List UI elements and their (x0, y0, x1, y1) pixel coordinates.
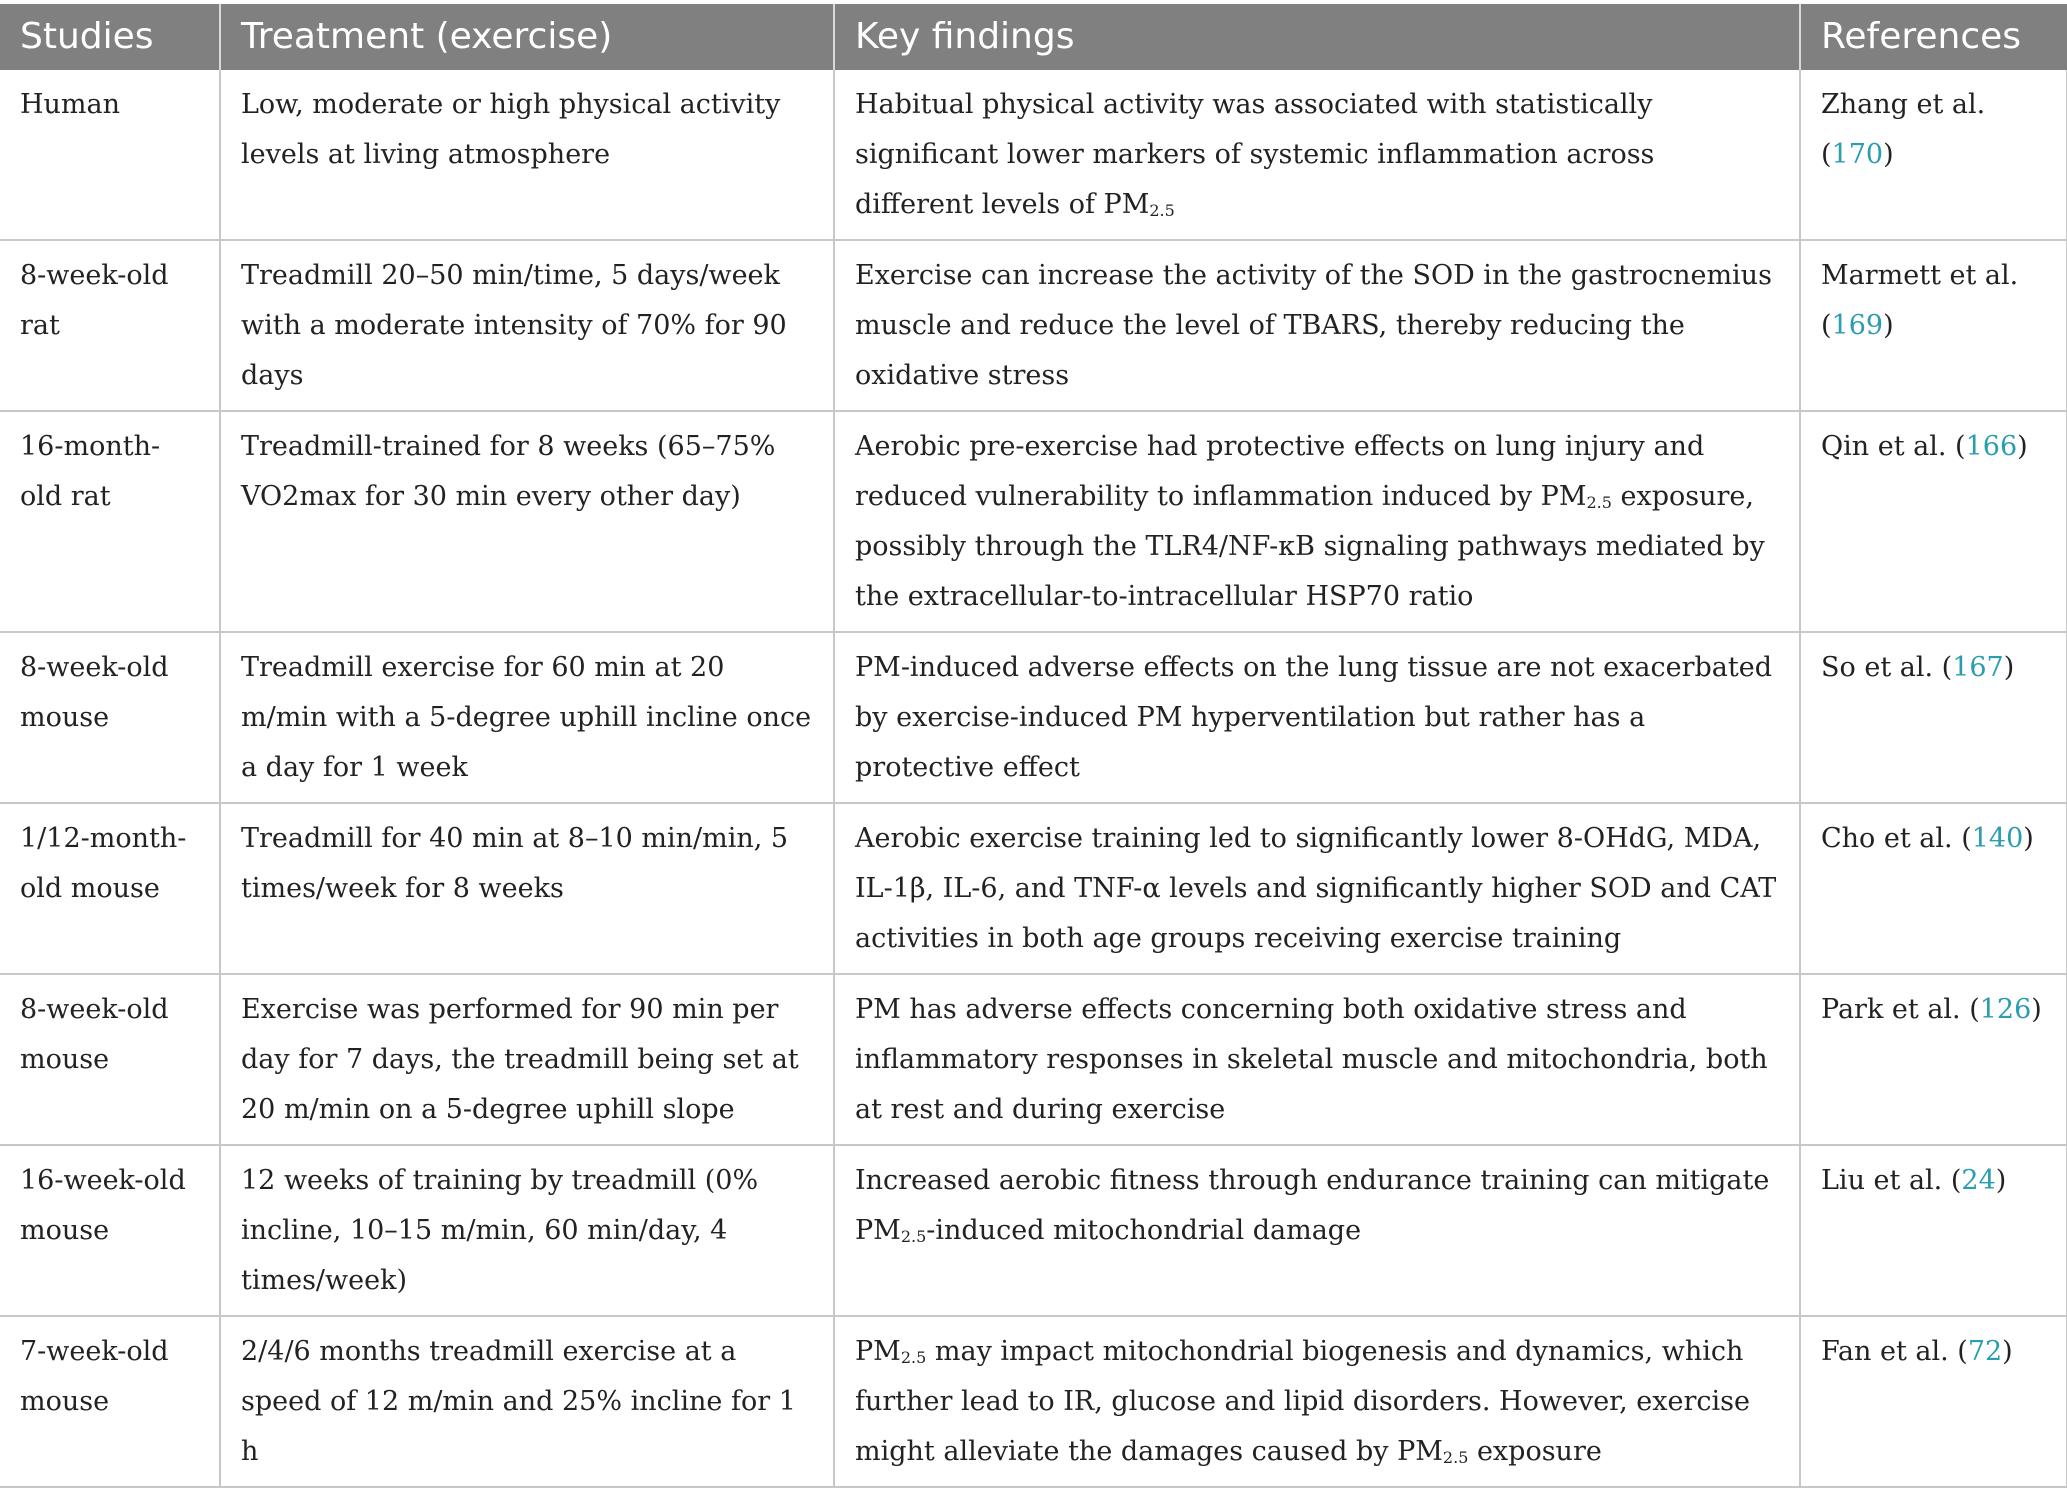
study-cell: 16-week-old mouse (0, 1145, 220, 1316)
key-findings-cell (834, 632, 1800, 803)
reference-cell (1800, 632, 2067, 803)
reference-link[interactable]: 126 (1979, 994, 2032, 1025)
key-findings-cell (834, 240, 1800, 411)
study-cell: 8-week-old mouse (0, 974, 220, 1145)
reference-link[interactable]: 167 (1952, 652, 2004, 683)
study-cell: 8-week-old mouse (0, 632, 220, 803)
treatment-cell: Treadmill 20–50 min/time, 5 days/week with a moderate intensity of 70% for 90 days (220, 240, 834, 411)
treatment-cell: Treadmill-trained for 8 weeks (65–75% VO2max for 30 min every other day) (220, 411, 834, 632)
reference-cell (1800, 803, 2067, 974)
findings-text: Increased aerobic fitness through endurance training can mitigate PM (855, 1165, 1770, 1246)
treatment-cell: Treadmill for 40 min at 8–10 min/min, 5 times/week for 8 weeks (220, 803, 834, 974)
key-findings-cell (834, 70, 1800, 240)
findings-text: Aerobic pre-exercise had protective effects on lung injury and reduced vulnerability to inflammation induced by PM (855, 431, 1705, 512)
reference-link[interactable]: 72 (1967, 1336, 2003, 1367)
subscript-text: 2.5 (1442, 1448, 1469, 1467)
reference-close-paren: ) (1883, 310, 1894, 341)
reference-close-paren: ) (2031, 994, 2042, 1025)
table-row (0, 1145, 2067, 1316)
reference-cell (1800, 70, 2067, 240)
treatment-cell: Treadmill exercise for 60 min at 20 m/min with a 5-degree uphill incline once a day for 1 week (220, 632, 834, 803)
reference-close-paren: ) (2017, 431, 2028, 462)
table-row (0, 411, 2067, 632)
findings-text: Aerobic exercise training led to significantly lower 8-OHdG, MDA, IL-1β, IL-6, and TNF-α levels and significantly higher SOD and CAT activities in both age groups receiving exercise training (855, 823, 1777, 954)
reference-authors: Zhang et al. ( (1821, 89, 1986, 170)
findings-text: Habitual physical activity was associated with statistically significant lower markers of systemic inflammation across different levels of PM (855, 89, 1655, 220)
reference-link[interactable]: 170 (1831, 139, 1884, 170)
subscript-text: 2.5 (1149, 201, 1175, 220)
reference-close-paren: ) (2002, 1336, 2013, 1367)
treatment-cell: Low, moderate or high physical activity levels at living atmosphere (220, 70, 834, 240)
table-row (0, 974, 2067, 1145)
reference-authors: Park et al. ( (1821, 994, 1980, 1025)
reference-link[interactable]: 169 (1831, 310, 1884, 341)
findings-text: may impact mitochondrial biogenesis and dynamics, which further lead to IR, glucose and lipid disorders. However, exercise might alleviate the damages caused by PM (855, 1336, 1750, 1467)
table-row (0, 803, 2067, 974)
reference-cell (1800, 1145, 2067, 1316)
treatment-cell: Exercise was performed for 90 min per day for 7 days, the treadmill being set at 20 m/min on a 5-degree uphill slope (220, 974, 834, 1145)
findings-text: PM (855, 1336, 901, 1367)
header-treatment: Treatment (exercise) (220, 4, 834, 70)
study-cell: Human (0, 70, 220, 240)
subscript-text: 2.5 (1586, 493, 1612, 512)
table-row (0, 70, 2067, 240)
header-references: References (1800, 4, 2067, 70)
findings-text: Exercise can increase the activity of the SOD in the gastrocnemius muscle and reduce the level of TBARS, thereby reducing the oxidative stress (855, 260, 1772, 391)
study-cell: 8-week-old rat (0, 240, 220, 411)
findings-text: exposure (1468, 1436, 1602, 1467)
findings-text: PM-induced adverse effects on the lung tissue are not exacerbated by exercise-induced PM hyperventilation but rather has a protective effect (855, 652, 1772, 783)
key-findings-cell (834, 974, 1800, 1145)
subscript-text: 2.5 (900, 1348, 927, 1367)
reference-cell (1800, 1316, 2067, 1487)
reference-cell (1800, 240, 2067, 411)
reference-authors: Fan et al. ( (1821, 1336, 1968, 1367)
reference-authors: Liu et al. ( (1821, 1165, 1962, 1196)
reference-authors: So et al. ( (1821, 652, 1953, 683)
table-row (0, 240, 2067, 411)
studies-table (0, 4, 2067, 1488)
reference-cell (1800, 411, 2067, 632)
table-body (0, 70, 2067, 1487)
study-cell: 16-month-old rat (0, 411, 220, 632)
table-row (0, 1316, 2067, 1487)
key-findings-cell (834, 411, 1800, 632)
reference-authors: Qin et al. ( (1821, 431, 1966, 462)
study-cell: 1/12-month-old mouse (0, 803, 220, 974)
header-studies: Studies (0, 4, 220, 70)
header-row (0, 4, 2067, 70)
findings-text: exposure, possibly through the TLR4/NF-κB signaling pathways mediated by the extracellular-to-intracellular HSP70 ratio (855, 481, 1765, 612)
findings-text: PM has adverse effects concerning both oxidative stress and inflammatory responses in skeletal muscle and mitochondria, both at rest and during exercise (855, 994, 1768, 1125)
study-cell: 7-week-old mouse (0, 1316, 220, 1487)
findings-text: -induced mitochondrial damage (926, 1215, 1362, 1246)
reference-close-paren: ) (2023, 823, 2034, 854)
reference-authors: Marmett et al. ( (1821, 260, 2019, 341)
reference-close-paren: ) (1995, 1165, 2007, 1196)
reference-cell (1800, 974, 2067, 1145)
key-findings-cell (834, 803, 1800, 974)
treatment-cell: 12 weeks of training by treadmill (0% incline, 10–15 m/min, 60 min/day, 4 times/week) (220, 1145, 834, 1316)
reference-close-paren: ) (2003, 652, 2015, 683)
header-key-findings: Key findings (834, 4, 1800, 70)
reference-link[interactable]: 24 (1961, 1165, 1996, 1196)
table-row (0, 632, 2067, 803)
reference-authors: Cho et al. ( (1821, 823, 1972, 854)
reference-link[interactable]: 140 (1971, 823, 2024, 854)
reference-close-paren: ) (1883, 139, 1894, 170)
key-findings-cell (834, 1316, 1800, 1487)
reference-link[interactable]: 166 (1965, 431, 2018, 462)
subscript-text: 2.5 (900, 1227, 927, 1246)
treatment-cell: 2/4/6 months treadmill exercise at a speed of 12 m/min and 25% incline for 1 h (220, 1316, 834, 1487)
key-findings-cell (834, 1145, 1800, 1316)
